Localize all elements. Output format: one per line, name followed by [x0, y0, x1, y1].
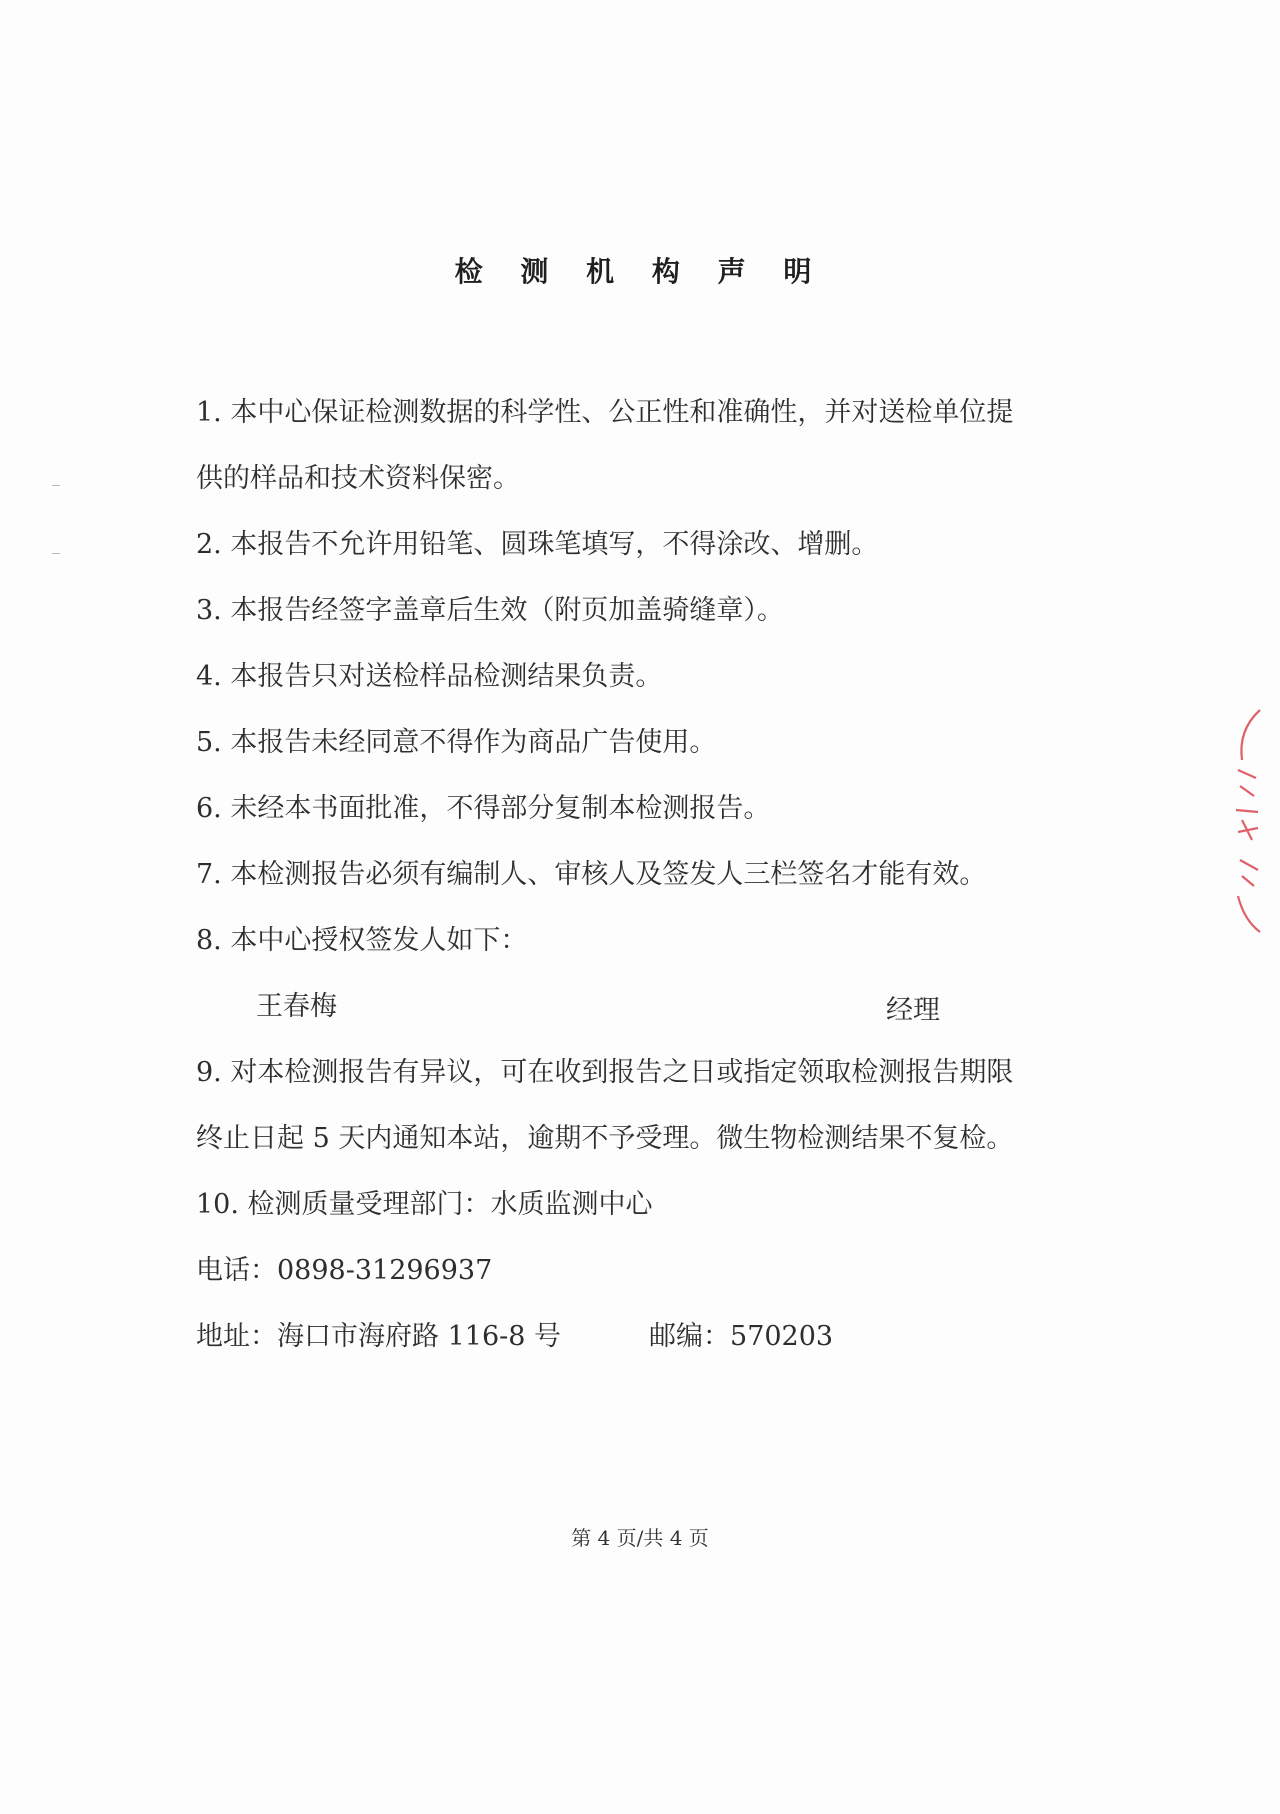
document-title: 检 测 机 构 声 明 [454, 255, 826, 288]
signatory-row [196, 974, 1096, 1040]
clause-6: 6. 未经本书面批准，不得部分复制本检测报告。 [196, 793, 771, 824]
address-text: 地址：海口市海府路 116-8 号 [196, 1321, 562, 1352]
clause-3: 3. 本报告经签字盖章后生效（附页加盖骑缝章）。 [196, 595, 784, 626]
clause-9-line-2: 终止日起 5 天内通知本站，逾期不予受理。微生物检测结果不复检。 [196, 1123, 1014, 1154]
clause-1-line-1: 1. 本中心保证检测数据的科学性、公正性和准确性，并对送检单位提 [196, 397, 1014, 428]
postcode-text: 邮编：570203 [649, 1321, 834, 1352]
page-number: 第 4 页/共 4 页 [571, 1526, 709, 1550]
address-row [196, 1304, 1096, 1370]
signatory-title: 经理 [886, 995, 940, 1026]
clause-5: 5. 本报告未经同意不得作为商品广告使用。 [196, 727, 717, 758]
seal-stamp-icon [1228, 700, 1264, 940]
clause-7: 7. 本检测报告必须有编制人、审核人及签发人三栏签名才能有效。 [196, 859, 987, 890]
clause-1-line-2: 供的样品和技术资料保密。 [196, 463, 520, 494]
clause-2: 2. 本报告不允许用铅笔、圆珠笔填写，不得涂改、增删。 [196, 529, 879, 560]
scan-mark [52, 553, 60, 554]
clause-10: 10. 检测质量受理部门：水质监测中心 [196, 1189, 653, 1220]
scan-mark [52, 485, 60, 486]
clause-list [196, 380, 1096, 1370]
clause-4: 4. 本报告只对送检样品检测结果负责。 [196, 661, 663, 692]
clause-9-line-1: 9. 对本检测报告有异议，可在收到报告之日或指定领取检测报告期限 [196, 1057, 1014, 1088]
clause-8: 8. 本中心授权签发人如下： [196, 925, 528, 956]
signatory-name: 王春梅 [256, 991, 337, 1022]
phone-line: 电话：0898-31296937 [196, 1255, 493, 1286]
